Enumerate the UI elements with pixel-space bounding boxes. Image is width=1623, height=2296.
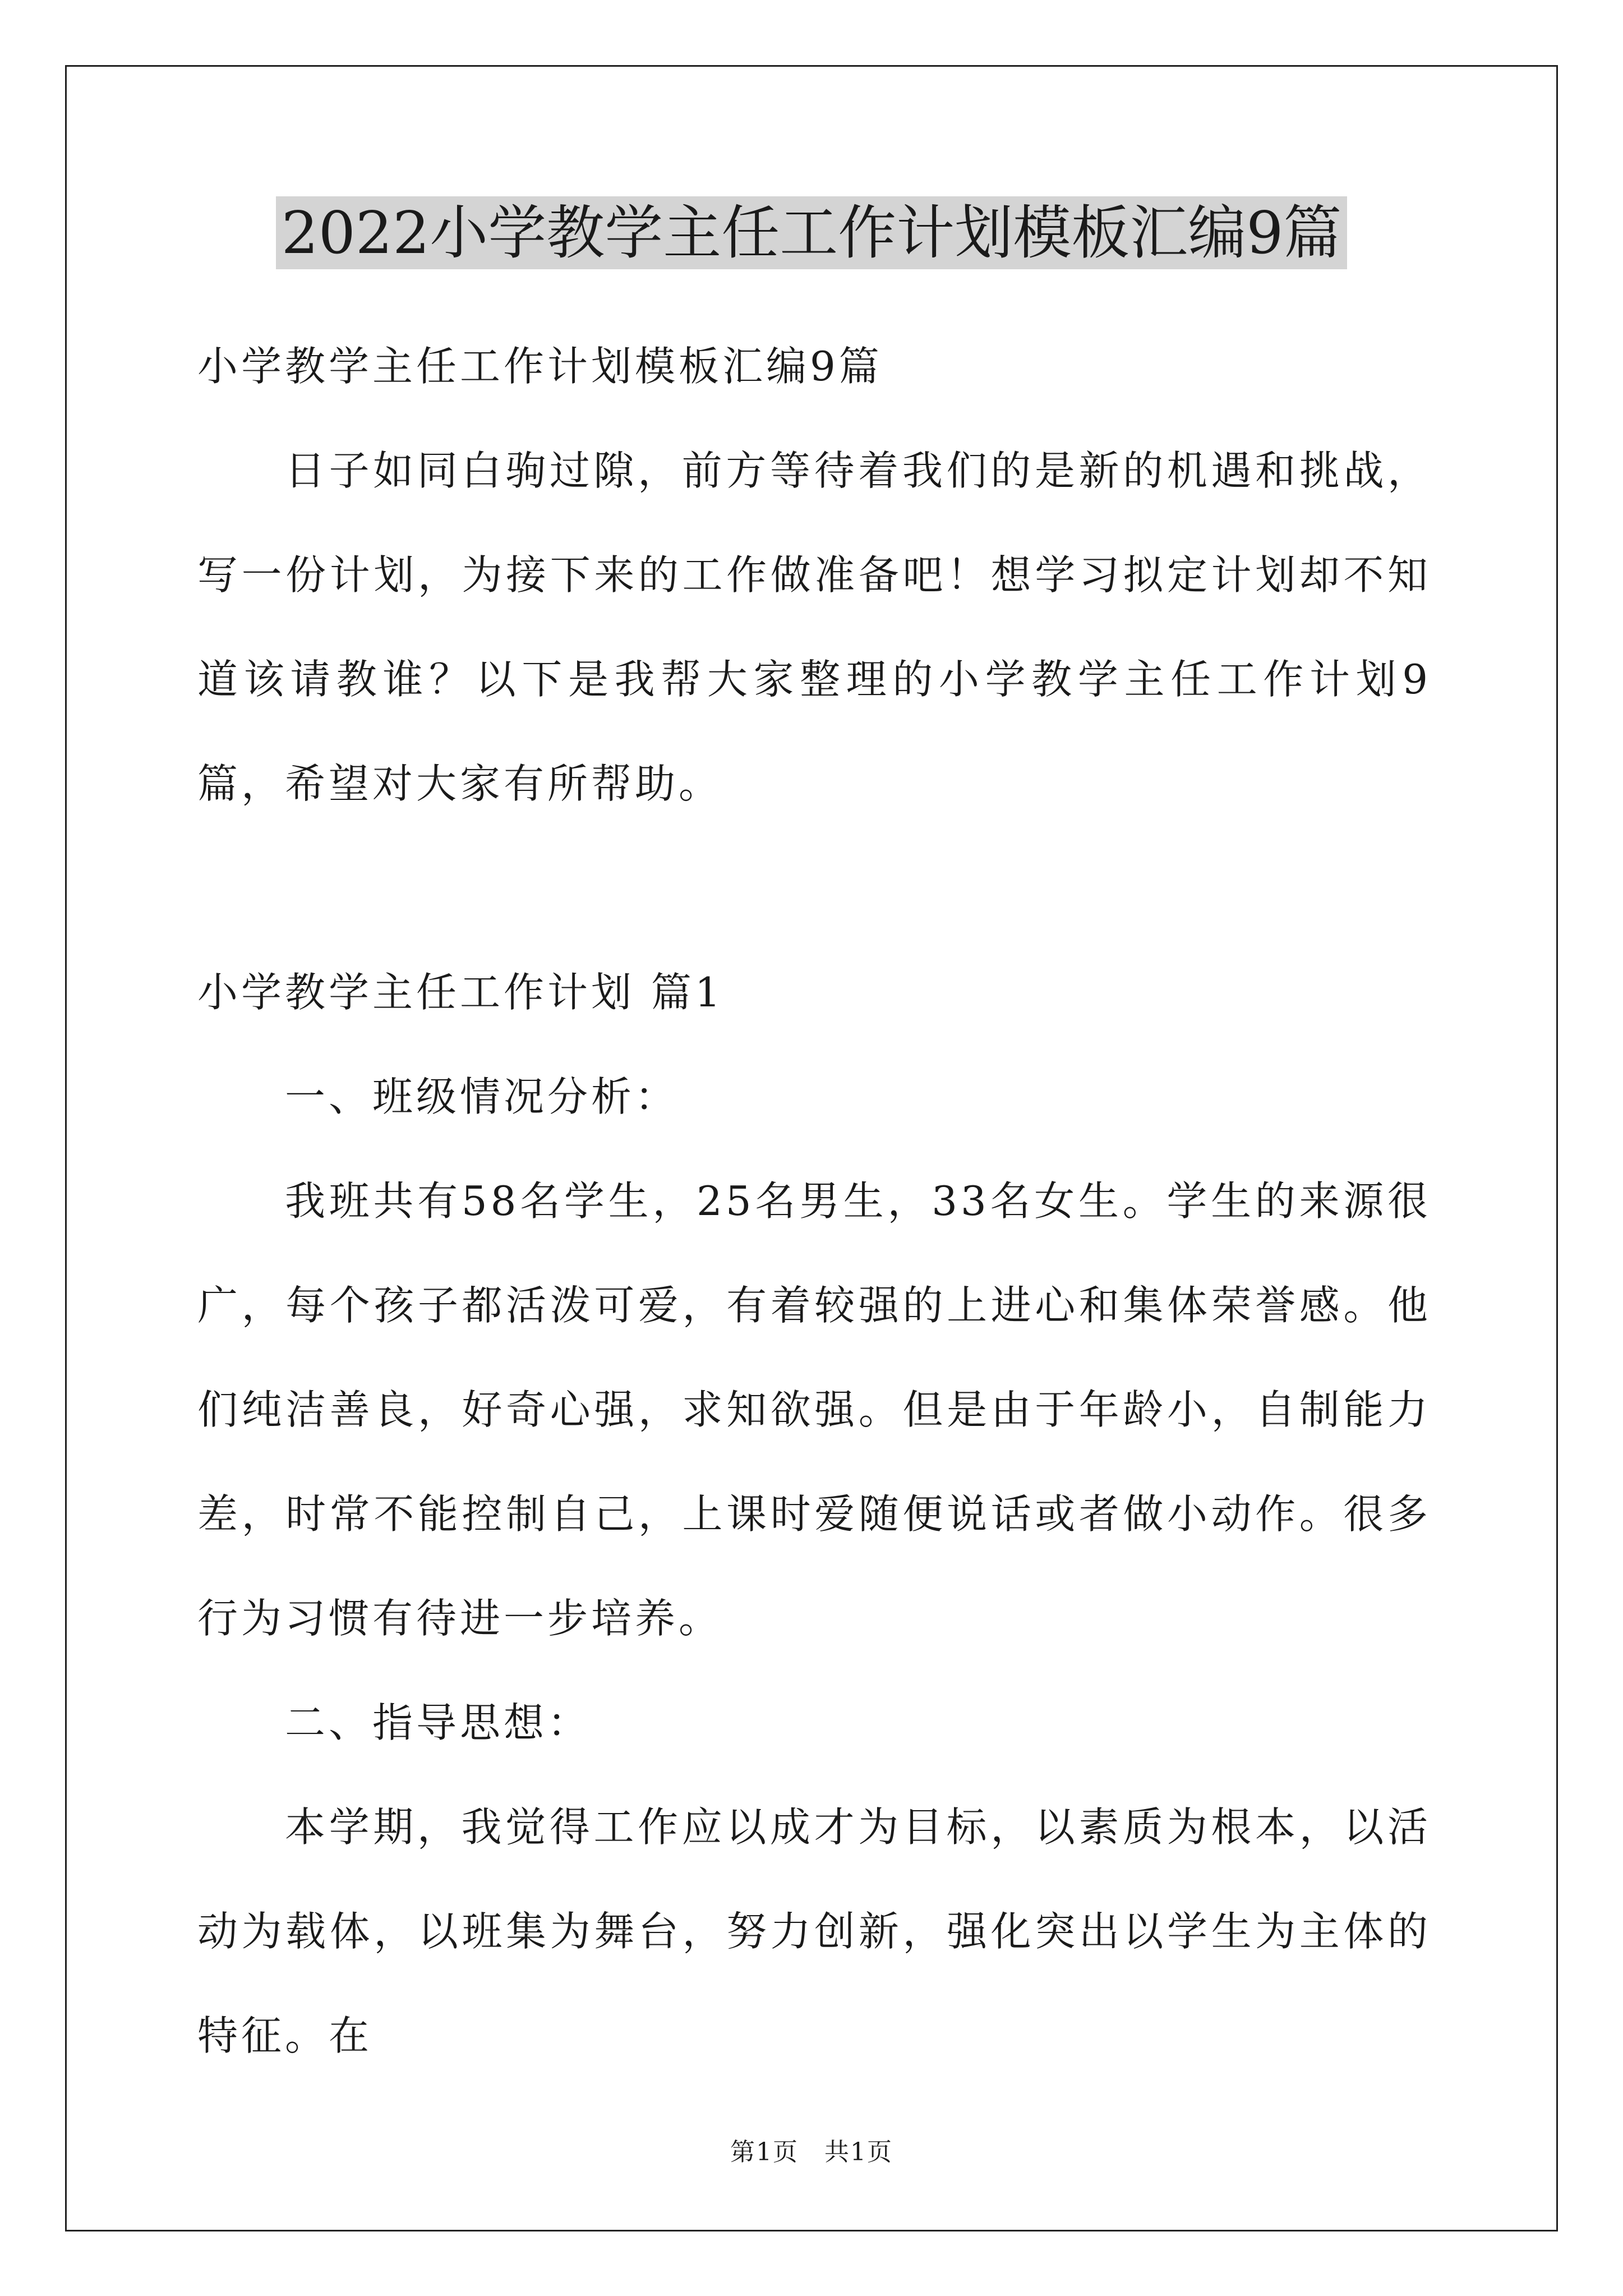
document-title <box>0 194 1623 272</box>
section-heading: 小学教学主任工作计划 篇1 <box>197 969 724 1016</box>
part-heading-2: 二、指导思想： <box>285 1699 592 1746</box>
part-body-1: 我班共有58名学生，25名男生，33名女生。学生的来源很广，每个孩子都活泼可爱，有着较强的上进心和集体荣誉感。他们纯洁善良，好奇心强，求知欲强。但是由于年龄小，自制能力差，时常不能控制自己，上课时爱随便说话或者做小动作。很多行为习惯有待进一步培养。 <box>197 1177 1431 1642</box>
part-body-2: 本学期，我觉得工作应以成才为目标，以素质为根本，以活动为载体，以班集为舞台，努力创新，强化突出以学生为主体的特征。在 <box>197 1803 1431 2059</box>
page-footer: 第1页 共1页 <box>730 2138 893 2166</box>
document-title-text: 2022小学教学主任工作计划模板汇编9篇 <box>276 196 1348 269</box>
part-heading-1: 一、班级情况分析： <box>285 1073 679 1120</box>
document-body <box>197 314 1431 2088</box>
intro-paragraph: 日子如同白驹过隙，前方等待着我们的是新的机遇和挑战，写一份计划，为接下来的工作做准备吧！想学习拟定计划却不知道该请教谁？以下是我帮大家整理的小学教学主任工作计划9篇，希望对大家有所帮助。 <box>197 447 1431 807</box>
document-subtitle: 小学教学主任工作计划模板汇编9篇 <box>197 343 883 390</box>
